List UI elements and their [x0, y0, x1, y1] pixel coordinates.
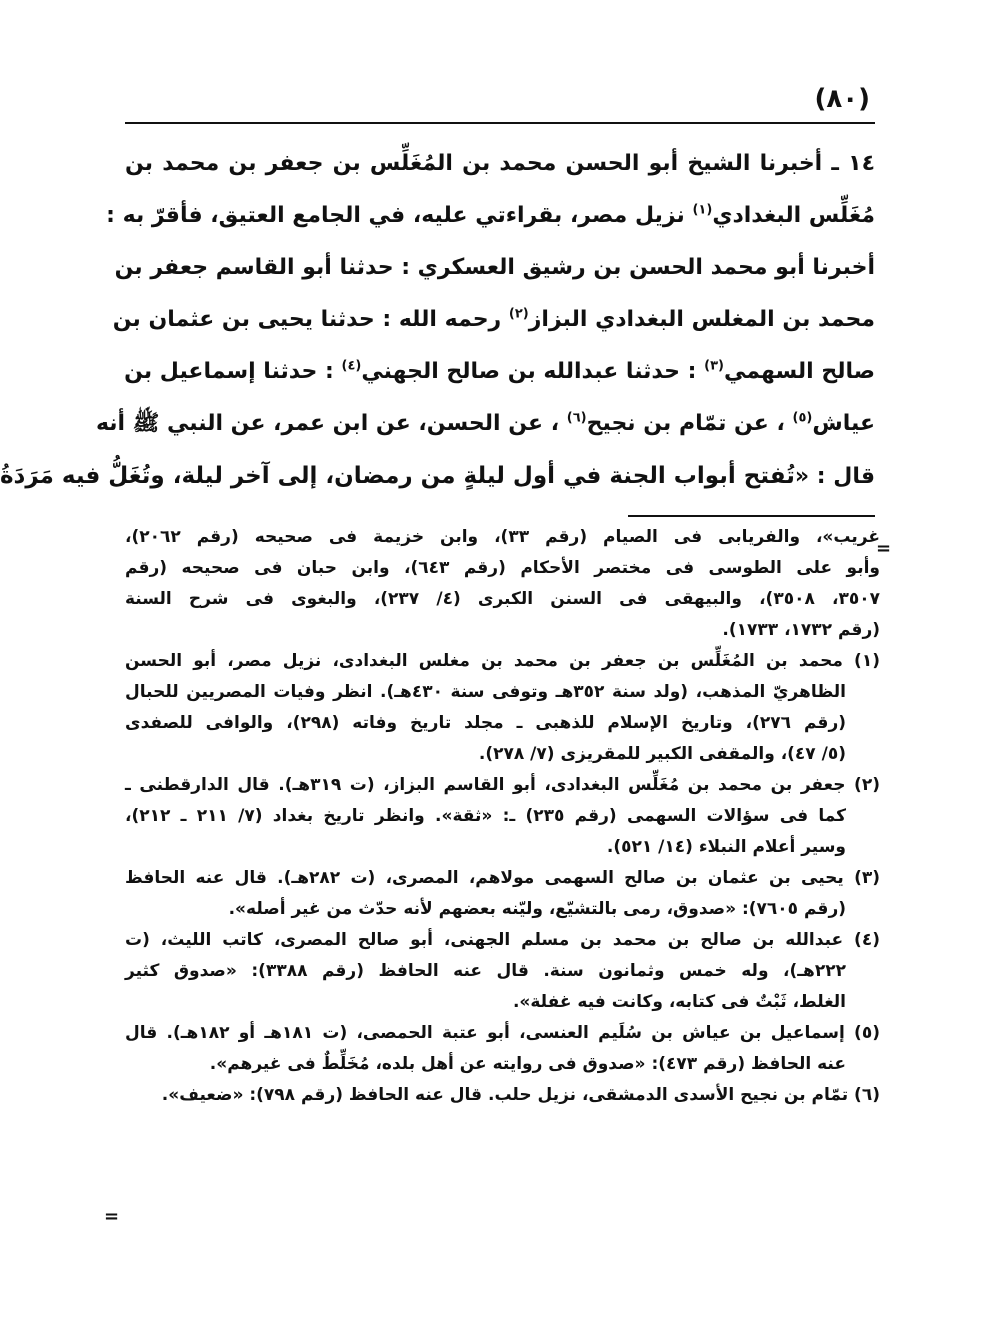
main-text-segment: عياش: [812, 411, 875, 436]
main-line-2: [106, 190, 875, 242]
footnote-4: [125, 925, 880, 1018]
main-text-segment: أخبرنا أبو محمد الحسن بن رشيق العسكري : حدثنا أبو القاسم جعفر بن: [114, 255, 875, 280]
footnote-ref-2[interactable]: (٢): [508, 306, 529, 322]
footnote-rule: [628, 515, 875, 517]
main-text-segment: : حدثنا إسماعيل بن: [124, 359, 334, 384]
footnote-ref-4[interactable]: (٤): [341, 358, 362, 374]
main-line-4: [112, 294, 875, 346]
footnote-line: الغلط، ثَبْتٌ فى كتابه، وكانت فيه غفلة».: [512, 992, 846, 1012]
footnote-line: غريب»، والفريابى فى الصيام (رقم ٣٣)، وابن خزيمة فى صحيحه (رقم ٢٠٦٢)،: [125, 527, 880, 547]
main-line-3: [114, 242, 875, 294]
footnote-line: وسير أعلام النبلاء (١٤/ ٥٢١).: [606, 837, 846, 857]
footnotes: [125, 522, 880, 1111]
main-text-segment: نزيل مصر، بقراءتي عليه، في الجامع العتيق، فأقرّ به :: [106, 203, 685, 228]
footnote-line: عنه الحافظ (رقم ٤٧٣): «صدوق فى روايته عن أهل بلده، مُخَلِّطٌ فى غيرهم».: [209, 1054, 846, 1074]
continuation-mark-bottom: =: [104, 1206, 120, 1227]
footnote-line: (٦) تمّام بن نجيح الأسدى الدمشقى، نزيل حلب. قال عنه الحافظ (رقم ٧٩٨): «ضعيف».: [161, 1085, 880, 1105]
main-text: [0, 138, 875, 502]
footnote-1: [125, 646, 880, 770]
footnote-line: الظاهريّ المذهب، (ولد سنة ٣٥٢هـ وتوفى سنة ٤٣٠هـ). انظر وفيات المصريين للحبال: [125, 682, 846, 702]
footnote-ref-1[interactable]: (١): [692, 202, 713, 218]
footnote-line: (١) محمد بن المُغَلِّس بن جعفر بن محمد بن مغلس البغدادى، نزيل مصر، أبو الحسن: [125, 651, 880, 671]
footnote-line: ٢٢٢هـ)، وله خمس وثمانون سنة. قال عنه الحافظ (رقم ٣٣٨٨): «صدوق كثير: [125, 961, 846, 981]
footnote-ref-5[interactable]: (٥): [792, 410, 813, 426]
footnote-line: (رقم ١٧٣٢، ١٧٣٣).: [722, 620, 880, 640]
main-text-segment: قال : «: [794, 464, 875, 489]
hadith-text: تُفتح أبواب الجنة في أول ليلةٍ من رمضان، إلى آخر ليلة، وتُغَلُّ فيه مَرَدَةُ: [0, 463, 795, 489]
main-line-7: [0, 450, 875, 502]
footnote-line: (٣) يحيى بن عثمان بن صالح السهمى مولاهم، المصرى، (ت ٢٨٢هـ). قال عنه الحافظ: [125, 868, 881, 888]
footnote-line: كما فى سؤالات السهمى (رقم ٢٣٥) ـ: «ثقة». وانظر تاريخ بغداد (٧/ ٢١١ ـ ٢١٢)،: [125, 806, 847, 826]
main-text-segment: مُغَلِّس البغدادي: [712, 203, 875, 228]
footnote-5: [125, 1018, 880, 1080]
footnote-ref-6[interactable]: (٦): [566, 410, 587, 426]
continuation-mark-top: =: [876, 538, 892, 559]
main-text-segment: ١٤ ـ أخبرنا الشيخ أبو الحسن محمد بن المُغَلِّس بن جعفر بن محمد بن: [125, 151, 875, 176]
header-rule: [125, 122, 875, 124]
footnote-line: (رقم ٧٦٠٥): «صدوق، رمى بالتشيّع، وليّنه بعضهم لأنه حدّث من غير أصله».: [228, 899, 846, 919]
footnote-line: (رقم ٢٧٦)، وتاريخ الإسلام للذهبى ـ مجلد تاريخ وفاته (٢٩٨)، والوافى للصفدى: [125, 713, 846, 733]
main-line-5: [125, 346, 875, 398]
main-line-6: [95, 398, 875, 450]
main-text-segment: رحمه الله : حدثنا يحيى بن عثمان بن: [112, 307, 502, 332]
main-text-segment: محمد بن المغلس البغدادي البزاز: [528, 307, 875, 332]
footnote-ref-3[interactable]: (٣): [704, 358, 724, 374]
footnote-line: (٥/ ٤٧)، والمقفى الكبير للمقريزى (٧/ ٢٧٨).: [478, 744, 846, 764]
footnote-continued: [125, 522, 880, 646]
footnote-line: ٣٥٠٧، ٣٥٠٨)، والبيهقى فى السنن الكبرى (٤/ ٢٣٧)، والبغوى فى شرح السنة: [125, 589, 880, 609]
main-text-segment: ، عن الحسن، عن ابن عمر، عن النبي ﷺ أنه: [95, 411, 560, 436]
page-number: (٨٠): [814, 84, 870, 114]
footnote-line: (٥) إسماعيل بن عياش بن سُلَيم العنسى، أبو عتبة الحمصى، (ت ١٨١هـ أو ١٨٢هـ). قال: [125, 1023, 880, 1043]
footnote-line: وأبو على الطوسى فى مختصر الأحكام (رقم ٦٤٣)، وابن حبان فى صحيحه (رقم: [125, 558, 880, 578]
main-text-segment: صالح السهمي: [723, 359, 875, 384]
main-text-segment: ، عن تمّام بن نجيح: [586, 411, 785, 436]
main-text-segment: : حدثنا عبدالله بن صالح الجهني: [361, 359, 697, 384]
footnote-6: [125, 1080, 880, 1111]
footnote-3: [125, 863, 880, 925]
main-line-1: [125, 138, 875, 190]
footnote-line: (٤) عبدالله بن صالح بن محمد بن مسلم الجهنى، أبو صالح المصرى، كاتب الليث، (ت: [125, 930, 880, 950]
footnote-line: (٢) جعفر بن محمد بن مُغَلِّس البغدادى، أبو القاسم البزاز، (ت ٣١٩هـ). قال الدارقطنى ـ: [125, 775, 880, 795]
footnote-2: [125, 770, 880, 863]
